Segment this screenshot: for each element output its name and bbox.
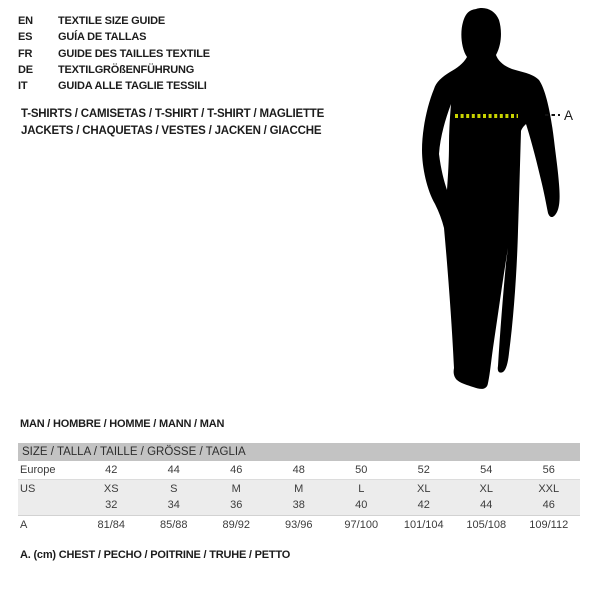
lang-code: ES bbox=[18, 31, 33, 44]
category-jackets: JACKETS / CHAQUETAS / VESTES / JACKEN / GIACCHE bbox=[21, 124, 322, 137]
row-label: US bbox=[20, 483, 36, 495]
cell: XS bbox=[103, 483, 119, 495]
table-row-europe bbox=[18, 461, 580, 479]
cell: 105/108 bbox=[466, 519, 507, 531]
lang-label: GUIDA ALLE TAGLIE TESSILI bbox=[58, 80, 207, 93]
cell: 85/88 bbox=[159, 519, 188, 531]
cell: 50 bbox=[355, 464, 368, 476]
table-row-us-block bbox=[18, 479, 580, 516]
category-list bbox=[21, 106, 324, 139]
cell: 81/84 bbox=[97, 519, 126, 531]
size-table-header: SIZE / TALLA / TAILLE / GRÖSSE / TAGLIA bbox=[18, 443, 580, 461]
measurement-footnote: A. (cm) CHEST / PECHO / POITRINE / TRUHE / PETTO bbox=[20, 549, 291, 561]
cell: 46 bbox=[230, 464, 243, 476]
cell: XL bbox=[417, 483, 431, 495]
cell: 42 bbox=[105, 464, 118, 476]
cell: 32 bbox=[105, 499, 118, 511]
cell: 36 bbox=[230, 499, 243, 511]
table-row-us-letters bbox=[18, 481, 580, 497]
table-row-us-numbers bbox=[18, 497, 580, 513]
lang-label: GUIDE DES TAILLES TEXTILE bbox=[58, 47, 210, 60]
cell: XXL bbox=[538, 483, 560, 495]
cell: M bbox=[294, 483, 304, 495]
row-label: A bbox=[20, 519, 28, 531]
cell: S bbox=[170, 483, 178, 495]
cell: 44 bbox=[167, 464, 180, 476]
cell: 54 bbox=[480, 464, 493, 476]
man-silhouette-svg bbox=[405, 0, 600, 410]
cell: 89/92 bbox=[222, 519, 251, 531]
language-list bbox=[18, 13, 210, 94]
lang-code: FR bbox=[18, 47, 33, 60]
category-tshirts: T-SHIRTS / CAMISETAS / T-SHIRT / T-SHIRT / MAGLIETTE bbox=[21, 108, 325, 120]
section-title-man: MAN / HOMBRE / HOMME / MANN / MAN bbox=[20, 418, 225, 430]
lang-label: TEXTILGRÖßENFÜHRUNG bbox=[58, 64, 195, 77]
lang-row-fr bbox=[18, 46, 210, 62]
lang-row-es bbox=[18, 29, 210, 45]
cell: L bbox=[358, 483, 365, 495]
cell: 52 bbox=[417, 464, 430, 476]
lang-label: TEXTILE SIZE GUIDE bbox=[58, 15, 166, 28]
lang-code: EN bbox=[18, 15, 33, 28]
cell: 40 bbox=[355, 499, 368, 511]
cell: 93/96 bbox=[284, 519, 313, 531]
table-row-a bbox=[18, 516, 580, 534]
measure-label-a: A bbox=[564, 108, 574, 123]
cell: 48 bbox=[292, 464, 305, 476]
cell: XL bbox=[479, 483, 493, 495]
lang-code: DE bbox=[18, 64, 33, 77]
cell: 46 bbox=[542, 499, 555, 511]
cell: 42 bbox=[417, 499, 430, 511]
cell: 97/100 bbox=[344, 519, 379, 531]
lang-label: GUÍA DE TALLAS bbox=[58, 31, 147, 44]
lang-row-it bbox=[18, 78, 210, 94]
cell: M bbox=[231, 483, 241, 495]
lang-row-en bbox=[18, 13, 210, 29]
man-silhouette bbox=[422, 8, 560, 389]
cell: 101/104 bbox=[403, 519, 444, 531]
cell: 34 bbox=[167, 499, 180, 511]
lang-code: IT bbox=[18, 80, 28, 93]
man-silhouette-figure bbox=[405, 0, 600, 410]
cell: 109/112 bbox=[529, 519, 569, 531]
cell: 56 bbox=[542, 464, 555, 476]
size-table bbox=[18, 443, 580, 534]
cell: 44 bbox=[480, 499, 493, 511]
row-label: Europe bbox=[20, 464, 56, 476]
lang-row-de bbox=[18, 62, 210, 78]
cell: 38 bbox=[292, 499, 305, 511]
